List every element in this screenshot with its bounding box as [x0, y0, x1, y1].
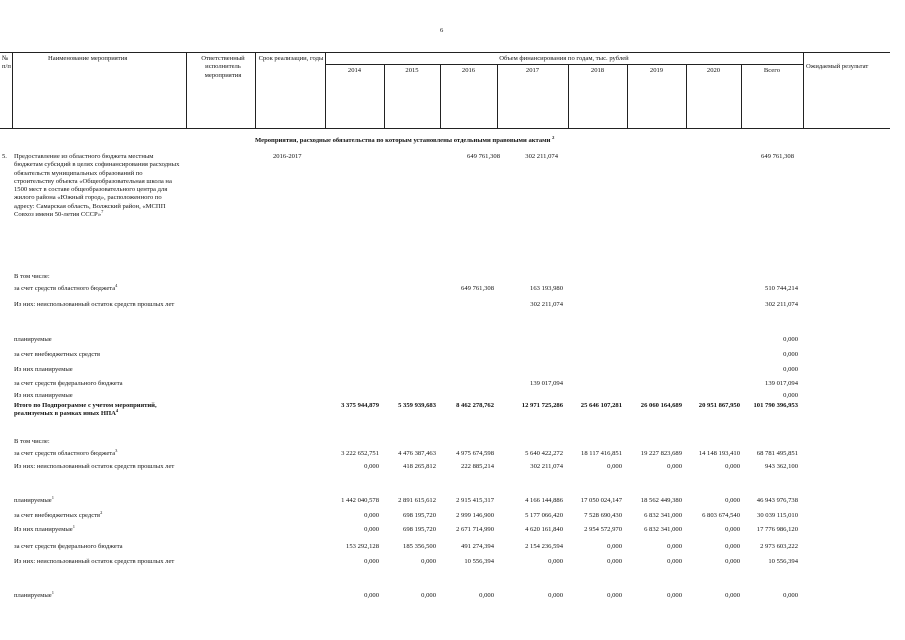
header-col-name: Наименование мероприятия	[48, 55, 128, 62]
row-value-cell: 0,000	[783, 366, 798, 373]
row-label-text: за счет средств областного бюджета	[14, 285, 116, 292]
row-value-cell: 5 177 066,420	[525, 512, 563, 519]
row-value-cell: 25 646 107,281	[580, 402, 622, 409]
row-label	[14, 543, 182, 551]
row-value-cell: 14 148 193,410	[698, 450, 740, 457]
row-value-cell: 0,000	[667, 463, 682, 470]
col-divider	[325, 52, 326, 128]
row-label	[14, 402, 182, 419]
row-value-cell: 0,000	[421, 592, 436, 599]
row-value-cell: 0,000	[607, 543, 622, 550]
row-label	[14, 589, 182, 600]
row-label	[14, 282, 182, 293]
row-value-cell: 139 017,094	[765, 380, 798, 387]
row-label-text: планируемые	[14, 497, 52, 504]
row-label-text: В том числе:	[14, 438, 50, 445]
row-value-cell: 2 954 572,970	[584, 526, 622, 533]
row-value-cell: 10 556,394	[464, 558, 494, 565]
row-value-cell: 698 195,720	[403, 526, 436, 533]
footnote-mark: 1	[51, 589, 54, 595]
header-col-responsible: Ответственный исполнитель мероприятия	[201, 55, 245, 79]
row-label	[14, 273, 182, 281]
row-label	[14, 523, 182, 534]
footnote-mark: 4	[115, 282, 118, 288]
item-value-total: 649 761,308	[761, 153, 794, 160]
row-value-cell: 8 462 278,762	[456, 402, 494, 409]
row-value-cell: 185 356,500	[403, 543, 436, 550]
row-value-cell: 0,000	[607, 558, 622, 565]
row-value-cell: 46 943 976,738	[756, 497, 798, 504]
row-value-cell: 18 562 449,380	[640, 497, 682, 504]
row-value-cell: 26 060 164,689	[640, 402, 682, 409]
footnote-mark: 7	[101, 208, 104, 214]
row-label-text: за счет средств областного бюджета	[14, 450, 116, 457]
row-value-cell: 0,000	[607, 592, 622, 599]
col-divider	[803, 52, 804, 128]
year-header: 2018	[590, 67, 605, 74]
header-col-no: № п/п	[2, 55, 11, 71]
row-value-cell: 0,000	[725, 558, 740, 565]
row-value-cell: 10 556,394	[768, 558, 798, 565]
row-value-cell: 0,000	[783, 592, 798, 599]
row-value-cell: 163 193,980	[530, 285, 563, 292]
row-value-cell: 17 776 986,120	[756, 526, 798, 533]
row-label	[14, 392, 182, 400]
row-value-cell: 2 973 603,222	[760, 543, 798, 550]
row-value-cell: 0,000	[667, 592, 682, 599]
row-label-text: за счет средств федерального бюджета	[14, 380, 123, 387]
row-label-text: В том числе:	[14, 273, 50, 280]
row-value-cell: 302 211,074	[530, 463, 563, 470]
row-value-cell: 491 274,394	[461, 543, 494, 550]
row-value-cell: 0,000	[725, 526, 740, 533]
year-header: 2017	[525, 67, 540, 74]
section-title	[255, 134, 555, 145]
year-header: 2014	[347, 67, 362, 74]
row-value-cell: 0,000	[783, 392, 798, 399]
footnote-mark: 2	[100, 509, 103, 515]
row-value-cell: 0,000	[667, 558, 682, 565]
row-label-text: Из них планируемые	[14, 392, 73, 399]
row-value-cell: 3 222 652,751	[341, 450, 379, 457]
row-value-cell: 19 227 823,689	[640, 450, 682, 457]
row-label-text: за счет средств федерального бюджета	[14, 543, 123, 550]
row-value-cell: 139 017,094	[530, 380, 563, 387]
row-value-cell: 4 166 144,886	[525, 497, 563, 504]
row-value-cell: 4 476 387,463	[398, 450, 436, 457]
item-description	[14, 153, 182, 219]
row-label	[14, 558, 182, 566]
item-value-2016: 649 761,308	[467, 153, 500, 160]
row-value-cell: 12 971 725,286	[521, 402, 563, 409]
row-value-cell: 0,000	[783, 336, 798, 343]
row-value-cell: 6 832 341,000	[644, 526, 682, 533]
row-value-cell: 2 915 415,317	[456, 497, 494, 504]
section-title-text: Мероприятия, расходные обязательства по которым установлены отдельными правовыми актами	[255, 137, 551, 144]
row-value-cell: 5 359 939,683	[398, 402, 436, 409]
row-value-cell: 0,000	[364, 512, 379, 519]
row-value-cell: 0,000	[548, 558, 563, 565]
row-value-cell: 6 803 674,540	[702, 512, 740, 519]
year-header: Всего	[763, 67, 781, 74]
row-label	[14, 463, 182, 471]
year-header: 2016	[461, 67, 476, 74]
row-value-cell: 1 442 040,578	[341, 497, 379, 504]
row-value-cell: 18 117 416,851	[581, 450, 622, 457]
item-number: 5.	[2, 153, 7, 160]
col-divider	[186, 52, 187, 128]
row-value-cell: 0,000	[364, 526, 379, 533]
row-label-text: Из них планируемые	[14, 526, 73, 533]
table-top-border	[0, 52, 890, 53]
row-value-cell: 20 951 867,950	[698, 402, 740, 409]
row-label-text: за счет внебюджетных средств	[14, 351, 101, 358]
row-label	[14, 447, 182, 458]
row-value-cell: 0,000	[783, 351, 798, 358]
row-value-cell: 0,000	[725, 543, 740, 550]
row-label-text: Из них: неиспользованный остаток средств прошлых лет	[14, 301, 175, 308]
row-value-cell: 30 039 115,010	[757, 512, 798, 519]
row-label-text: за счет внебюджетных средств	[14, 512, 101, 519]
row-value-cell: 5 640 422,272	[525, 450, 563, 457]
row-value-cell: 0,000	[364, 592, 379, 599]
col-divider	[12, 52, 13, 128]
item-description-text: Предоставление из областного бюджета местным бюджетам субсидий в целях софинансирования расходных обязательств муниципальных образований по строительству объекта «Общеобразовательная школа на 1500 мест в составе общеобразовательного центра для жилого района «Южный город», расположенного по адресу: Самарская область, Волжский район, «МСПП Совхоз имени 50-летия СССР»	[14, 153, 180, 219]
year-header: 2015	[405, 67, 419, 74]
row-label-text: Из них планируемые	[14, 366, 73, 373]
year-header: 2019	[649, 67, 664, 74]
row-value-cell: 4 620 161,840	[525, 526, 563, 533]
footnote-mark: 1	[72, 523, 75, 529]
table-bottom-border	[0, 128, 890, 129]
row-value-cell: 2 891 615,612	[398, 497, 436, 504]
footnote-mark: 2	[552, 134, 555, 140]
row-value-cell: 4 975 674,598	[456, 450, 494, 457]
row-value-cell: 2 671 714,990	[456, 526, 494, 533]
row-label	[14, 366, 182, 374]
header-col-volume: Объем финансирования по годам, тыс. рублей	[499, 55, 629, 62]
row-value-cell: 0,000	[725, 592, 740, 599]
row-label-text: планируемые	[14, 336, 52, 343]
row-value-cell: 2 154 236,594	[525, 543, 563, 550]
row-value-cell: 0,000	[667, 543, 682, 550]
year-header: 2020	[706, 67, 721, 74]
row-value-cell: 17 050 024,147	[580, 497, 622, 504]
footnote-mark: 3	[115, 447, 118, 453]
header-col-result: Ожидаемый результат	[806, 63, 869, 70]
row-value-cell: 0,000	[364, 463, 379, 470]
row-value-cell: 943 362,100	[765, 463, 798, 470]
row-value-cell: 0,000	[479, 592, 494, 599]
row-label	[14, 336, 182, 344]
row-value-cell: 2 999 146,900	[456, 512, 494, 519]
row-value-cell: 649 761,308	[461, 285, 494, 292]
row-value-cell: 0,000	[607, 463, 622, 470]
row-label	[14, 438, 182, 446]
row-label	[14, 509, 182, 520]
header-col-term: Срок реализации, годы	[258, 55, 324, 62]
row-value-cell: 101 790 396,953	[753, 402, 798, 409]
row-label-text: Из них: неиспользованный остаток средств прошлых лет	[14, 463, 175, 470]
row-value-cell: 0,000	[725, 463, 740, 470]
item-term: 2016-2017	[273, 153, 302, 160]
row-value-cell: 6 832 341,000	[644, 512, 682, 519]
row-label-text: планируемые	[14, 592, 52, 599]
row-label	[14, 301, 182, 309]
page-number: 6	[440, 27, 444, 34]
row-value-cell: 222 885,214	[461, 463, 494, 470]
row-value-cell: 302 211,074	[765, 301, 798, 308]
row-value-cell: 0,000	[421, 558, 436, 565]
row-value-cell: 418 265,812	[403, 463, 436, 470]
row-label	[14, 380, 182, 388]
footnote-mark: 4	[115, 408, 119, 414]
volume-divider-line	[325, 64, 803, 65]
row-value-cell: 7 528 690,430	[584, 512, 622, 519]
row-label	[14, 494, 182, 505]
row-value-cell: 3 375 944,879	[341, 402, 379, 409]
col-divider	[255, 52, 256, 128]
row-value-cell: 68 781 495,851	[756, 450, 798, 457]
item-value-2017: 302 211,074	[525, 153, 558, 160]
row-value-cell: 0,000	[725, 497, 740, 504]
row-label-text: Итого по Подпрограмме с учетом мероприятий, реализуемых в рамках иных НПА	[14, 402, 157, 418]
row-value-cell: 510 744,214	[765, 285, 798, 292]
row-label-text: Из них: неиспользованный остаток средств прошлых лет	[14, 558, 175, 565]
row-value-cell: 0,000	[364, 558, 379, 565]
row-value-cell: 153 292,128	[346, 543, 379, 550]
row-value-cell: 698 195,720	[403, 512, 436, 519]
row-value-cell: 0,000	[548, 592, 563, 599]
footnote-mark: 1	[51, 494, 54, 500]
row-label	[14, 351, 182, 359]
row-value-cell: 302 211,074	[530, 301, 563, 308]
